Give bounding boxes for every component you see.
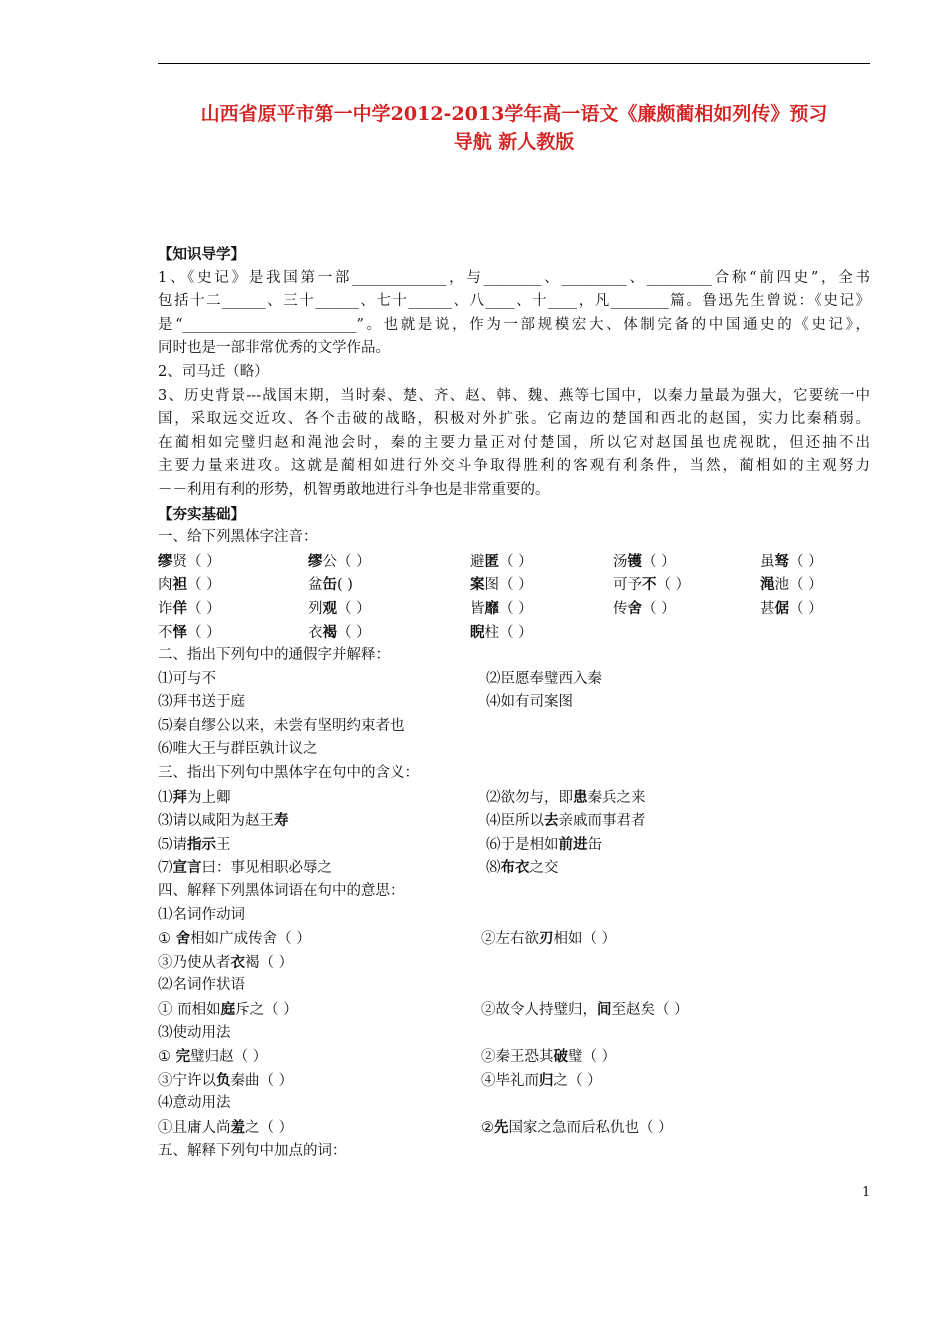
item-row [158, 927, 870, 951]
sentence-item: ⑸请指示王 [158, 835, 231, 853]
bold-term: 缪 [158, 552, 173, 570]
sub-heading: ⑶使动用法 [158, 1024, 231, 1041]
sub-heading: ⑵名词作状语 [158, 977, 245, 994]
phonetic-item: 虽驽（ ） [760, 552, 823, 570]
bold-term: 镬 [627, 552, 642, 570]
paragraph-line: －－利用有利的形势，机智勇敢地进行斗争也是非常重要的。 [158, 481, 550, 498]
bold-term: 案 [470, 576, 485, 594]
paragraph-line: 1、《史记》是我国第一部_____________，与________、_________、_________合称“前四史”，全书 [158, 269, 870, 286]
bold-term: 拜 [172, 788, 187, 806]
item-row [158, 715, 870, 739]
bold-term: 倨 [774, 599, 789, 617]
sentence-item: ⑹唯大王与群臣孰计议之 [158, 741, 318, 758]
item-row [158, 998, 870, 1022]
sentence-item: ⑻布衣之交 [486, 859, 559, 877]
bold-term: 褐 [322, 623, 337, 641]
phonetic-item: 渑池（ ） [760, 576, 823, 594]
phonetic-item: 案图（ ） [470, 576, 533, 594]
bold-term: 不 [642, 576, 657, 594]
question-heading: 一、给下列黑体字注音： [158, 529, 318, 546]
sentence-item: ②左右欲刃相如（ ） [481, 930, 617, 948]
paragraph-line: 主要力量来进攻。这就是蔺相如进行外交斗争取得胜利的客观有利条件，当然，蔺相如的主观努力 [158, 458, 870, 475]
bold-term: 驽 [774, 552, 789, 570]
bold-term: 布衣 [500, 859, 530, 877]
phonetic-item: 盆缶( ) [308, 576, 353, 594]
sentence-item: ②秦王恐其破璧（ ） [481, 1048, 617, 1066]
item-row [158, 668, 870, 692]
paragraph-line: 3、历史背景---战国末期，当时秦、楚、齐、赵、韩、魏、燕等七国中，以秦力量最为强大，它要统一中 [158, 387, 870, 404]
sentence-item: ③宁许以负秦曲（ ） [158, 1071, 294, 1089]
item-row [158, 1045, 870, 1069]
bold-term: 间 [597, 1001, 612, 1018]
page-number: 1 [862, 1185, 871, 1200]
phonetic-item: 可予不（ ） [613, 576, 691, 594]
sentence-item: ① 舍相如广成传舍（ ） [158, 930, 311, 948]
sub-heading: ⑴名词作动词 [158, 906, 245, 923]
paragraph-line: 包括十二______、三十______、七十______、八____、十____，凡________篇。鲁迅先生曾说：《史记》 [158, 293, 870, 310]
item-row [158, 809, 870, 833]
sentence-item: ⑷臣所以去亲戚而事君者 [486, 812, 646, 830]
bold-term: 渑 [760, 576, 775, 594]
bold-term: 完 [175, 1048, 191, 1066]
question-heading: 五、解释下列句中加点的词： [158, 1142, 347, 1159]
bold-term: 舍 [175, 930, 191, 948]
bold-term: 缶 [322, 576, 337, 594]
bold-term: 衣 [230, 953, 245, 971]
sentence-item: ⑶拜书送于庭 [158, 694, 245, 711]
bold-term: 缪 [308, 552, 323, 570]
item-row [158, 856, 870, 880]
phonetic-item: 不怿（ ） [158, 623, 221, 641]
phonetic-item: 睨柱（ ） [470, 623, 533, 641]
sentence-item: ⑵臣愿奉璧西入秦 [486, 670, 602, 687]
item-row [158, 1069, 870, 1093]
phonetic-row [158, 550, 870, 574]
bold-term: 靡 [484, 599, 499, 617]
phonetic-item: 诈佯（ ） [158, 599, 221, 617]
heading-text: 【知识导学】 [158, 246, 245, 263]
phonetic-item: 肉袒（ ） [158, 576, 221, 594]
bold-term: 寿 [274, 812, 289, 830]
header-rule [158, 63, 870, 64]
sentence-item: ① 而相如庭斥之（ ） [158, 1001, 298, 1018]
phonetic-row [158, 573, 870, 597]
document-title [158, 100, 870, 156]
bold-term: 佯 [172, 599, 187, 617]
bold-term: 睨 [470, 623, 485, 641]
sentence-item: ⑷如有司案图 [486, 694, 573, 711]
phonetic-item: 皆靡（ ） [470, 599, 533, 617]
phonetic-item: 缪贤（ ） [158, 552, 221, 570]
bold-term: 指示 [187, 835, 216, 853]
bold-term: 观 [322, 599, 337, 617]
phonetic-item: 列观（ ） [308, 599, 371, 617]
sentence-item: ⑹于是相如前进缶 [486, 835, 602, 853]
sentence-item: ⑸秦自缪公以来，未尝有坚明约束者也 [158, 717, 405, 734]
bold-term: 负 [216, 1071, 231, 1089]
question-heading: 四、解释下列黑体词语在句中的意思： [158, 883, 405, 900]
phonetic-item: 避匿（ ） [470, 552, 533, 570]
sentence-item: ⑵欲勿与，即患秦兵之来 [486, 788, 646, 806]
paragraph-line: 同时也是一部非常优秀的文学作品。 [158, 340, 390, 357]
phonetic-item: 汤镬（ ） [613, 552, 676, 570]
bold-term: 庭 [220, 1001, 236, 1018]
bold-term: 先 [494, 1118, 509, 1136]
bold-term: 前进 [558, 835, 588, 853]
phonetic-item: 甚倨（ ） [760, 599, 823, 617]
bold-term: 舍 [627, 599, 642, 617]
item-row [158, 691, 870, 715]
sentence-item: ③乃使从者衣褐（ ） [158, 953, 294, 971]
bold-term: 怿 [172, 623, 187, 641]
title-line-1: 山西省原平市第一中学2012-2013学年高一语文《廉颇蔺相如列传》预习 [200, 103, 828, 125]
section-heading [158, 243, 870, 267]
bold-term: 归 [539, 1071, 554, 1089]
sentence-item: ⑴可与不 [158, 670, 216, 687]
bold-term: 去 [544, 812, 559, 830]
sentence-item: ① 完璧归赵（ ） [158, 1048, 268, 1066]
section-heading [158, 503, 870, 527]
sentence-item: ⑺宣言曰：事见相职必辱之 [158, 859, 332, 877]
sentence-item: ⑴拜为上卿 [158, 788, 231, 806]
bold-term: 破 [553, 1048, 568, 1066]
phonetic-row [158, 621, 870, 645]
bold-term: 宣言 [172, 859, 202, 877]
item-row [158, 1116, 870, 1140]
item-row [158, 738, 870, 762]
title-line-2: 导航 新人教版 [453, 131, 575, 153]
paragraph-line: 国，采取远交近攻、各个击破的战略，积极对外扩张。它南边的楚国和西北的赵国，实力比秦稍弱。 [158, 411, 870, 428]
document-body [158, 243, 870, 1163]
item-row [158, 786, 870, 810]
phonetic-item: 缪公（ ） [308, 552, 371, 570]
sentence-item: ④毕礼而归之（ ） [481, 1071, 602, 1089]
bold-term: 袒 [172, 576, 187, 594]
bold-term: 刃 [539, 930, 554, 948]
sentence-item: ⑶请以咸阳为赵王寿 [158, 812, 289, 830]
sentence-item: ②故令人持璧归，间至赵矣（ ） [481, 1001, 689, 1018]
question-heading: 三、指出下列句中黑体字在句中的含义： [158, 765, 419, 782]
paragraph-line: 2、司马迁（略） [158, 363, 269, 380]
question-heading: 二、指出下列句中的通假字并解释： [158, 647, 390, 664]
sub-heading: ⑷意动用法 [158, 1095, 231, 1112]
phonetic-item: 衣褐（ ） [308, 623, 371, 641]
bold-term: 匿 [484, 552, 499, 570]
item-row [158, 951, 870, 975]
bold-term: 羞 [230, 1118, 245, 1136]
paragraph-line: 是“________________________”。也就是说，作为一部规模宏大、体制完备的中国通史的《史记》， [158, 316, 870, 333]
bold-term: 患 [573, 788, 588, 806]
phonetic-item: 传舍（ ） [613, 599, 676, 617]
paragraph-line: 在蔺相如完璧归赵和渑池会时，秦的主要力量正对付楚国，所以它对赵国虽也虎视眈，但还抽不出 [158, 434, 870, 451]
item-row [158, 833, 870, 857]
phonetic-row [158, 597, 870, 621]
sentence-item: ②先国家之急而后私仇也（ ） [481, 1118, 673, 1136]
heading-text: 【夯实基础】 [158, 505, 245, 523]
sentence-item: ①且庸人尚羞之（ ） [158, 1118, 294, 1136]
